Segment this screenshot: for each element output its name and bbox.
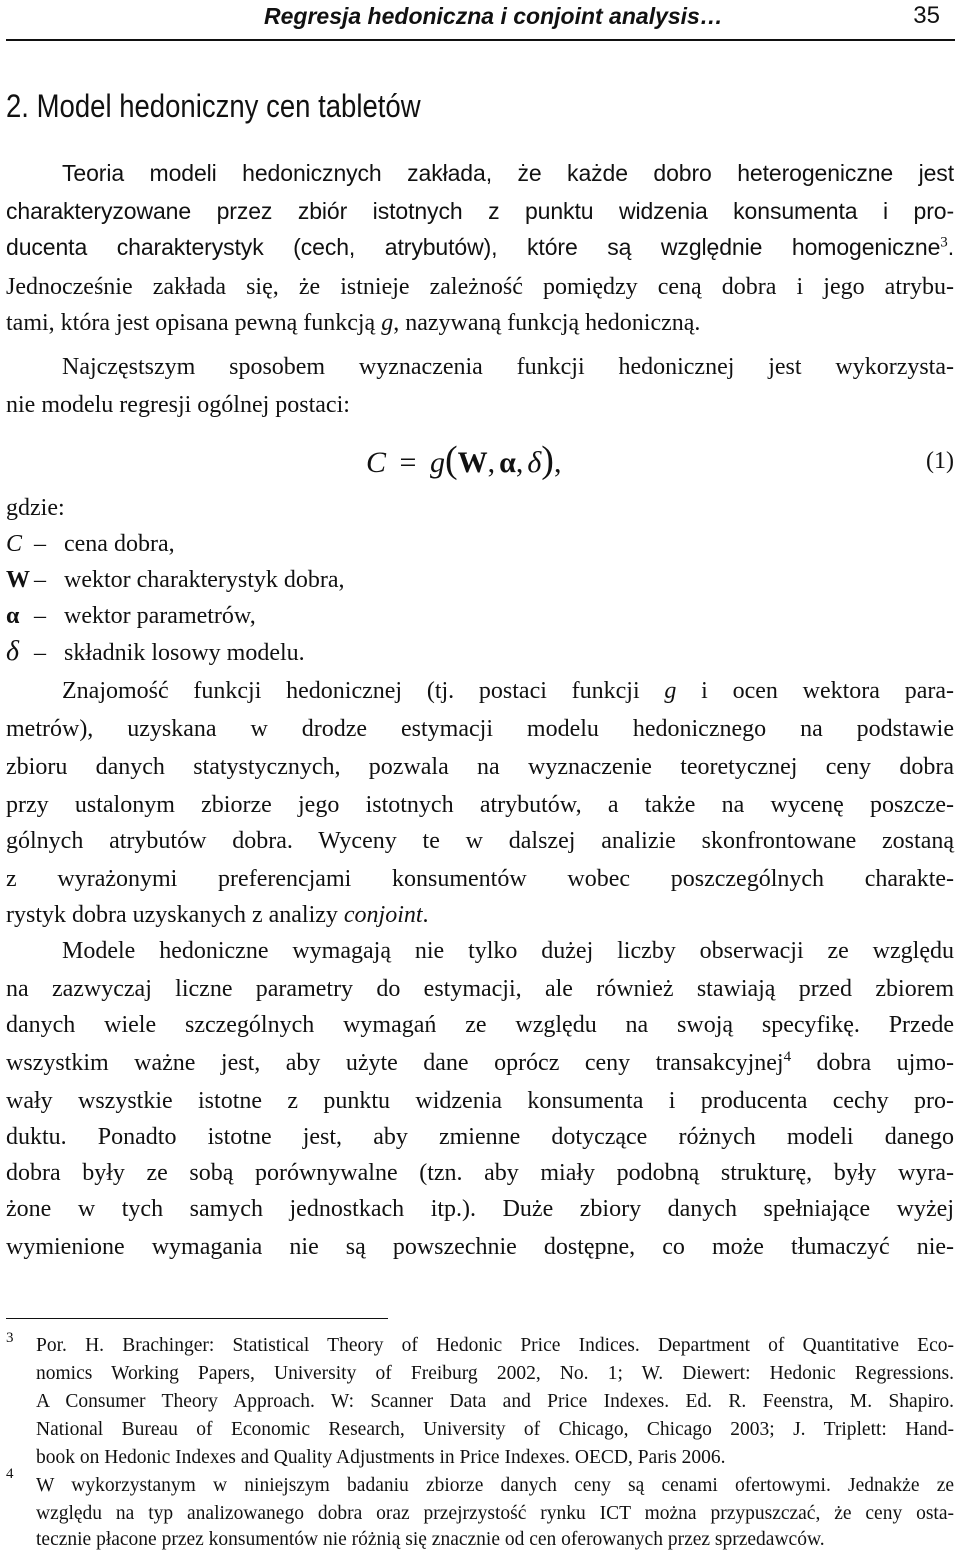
def-symbol-c: C — [6, 531, 23, 557]
def-symbol-w: W — [6, 567, 30, 593]
paragraph-4-line-4-b: dobra ujmo- — [791, 1050, 954, 1076]
function-g-symbol: g — [381, 310, 394, 336]
paragraph-1-line-2: charakteryzowane przez zbiór istotnych z punktu widzenia konsumenta i pro- — [6, 198, 954, 224]
paragraph-3-line-1-a: Znajomość funkcji hedonicznej (tj. postaci funkcji — [62, 678, 665, 704]
eq-open-paren: ( — [444, 439, 458, 481]
definition-item — [6, 600, 256, 632]
paragraph-1-line-3-tail: . — [947, 234, 954, 260]
def-dash: – — [34, 603, 46, 629]
paragraph-4-line-7: dobra były ze sobą porównywalne (tzn. aby miały podobną strukturę, były wyra- — [6, 1160, 954, 1186]
paragraph-1-line-4: Jednocześnie zakłada się, że istnieje zależność pomiędzy ceną dobra i jego atrybu- — [6, 274, 954, 300]
footnote-rule — [6, 1318, 388, 1319]
eq-arg-alpha: α — [499, 446, 516, 479]
definition-item — [6, 636, 305, 669]
running-header-title: Regresja hedoniczna i conjoint analysis… — [264, 3, 723, 29]
paragraph-3-line-3: zbioru danych statystycznych, pozwala na wyznaczenie teoretycznej ceny dobra — [6, 754, 954, 780]
eq-func: g — [429, 446, 445, 479]
def-dash: – — [34, 531, 46, 557]
paragraph-3-line-7-a: rystyk dobra uzyskanych z analizy — [6, 902, 344, 928]
paragraph-1-line-5-a: tami, która jest opisana pewną funkcją — [6, 310, 382, 336]
paragraph-3-line-5: gólnych atrybutów dobra. Wyceny te w dalszej analizie skonfrontowane zostaną — [6, 828, 954, 854]
def-text: wektor charakterystyk dobra, — [64, 567, 345, 593]
footnote-3-line-1: Por. H. Brachinger: Statistical Theory of Hedonic Price Indices. Department of Quantitative Eco- — [36, 1335, 954, 1356]
def-symbol-alpha: α — [6, 603, 20, 629]
eq-comma-1: , — [487, 446, 496, 479]
footnote-ref-4: 4 — [783, 1049, 792, 1065]
paragraph-4-line-3: danych wiele szczególnych wymagań ze względu na swoją specyfikę. Przede — [6, 1012, 954, 1038]
paragraph-1-line-3 — [6, 234, 954, 261]
paragraph-4-line-1: Modele hedoniczne wymagają nie tylko dużej liczby obserwacji ze względu — [62, 938, 954, 964]
footnote-ref-3: 3 — [940, 234, 948, 251]
paragraph-1-line-5 — [6, 306, 700, 341]
footnote-3-line-3: A Consumer Theory Approach. W: Scanner Data and Price Indexes. Ed. R. Feenstra, M. Shapiro. — [36, 1391, 954, 1412]
paragraph-3-line-1-b: i ocen wektora para- — [676, 678, 954, 704]
paragraph-2-line-1: Najczęstszym sposobem wyznaczenia funkcji hedonicznej jest wykorzysta- — [62, 354, 954, 380]
paragraph-4-line-5: wały wszystkie istotne z punktu widzenia konsumenta i producenta cechy pro- — [6, 1088, 954, 1114]
paragraph-1-line-5-b: , nazywaną funkcją hedoniczną. — [393, 310, 701, 336]
paragraph-3-line-2: metrów), uzyskana w drodze estymacji modelu hedonicznego na podstawie — [6, 716, 954, 742]
header-rule — [6, 39, 955, 41]
eq-trailing-comma: , — [553, 446, 562, 479]
eq-equals: = — [399, 446, 417, 479]
footnote-3-mark: 3 — [6, 1330, 14, 1346]
definition-item — [6, 528, 175, 560]
equation-number: (1) — [926, 448, 954, 474]
def-dash: – — [34, 640, 46, 666]
footnote-4-line-1: W wykorzystanym w niniejszym badaniu zbiorze danych ceny są cenami ofertowymi. Jednakże ze — [36, 1475, 954, 1496]
footnote-4-line-3: tecznie płacone przez konsumentów nie różnią się znacznie od cen oferowanych przez sprzedawców. — [36, 1529, 825, 1550]
footnote-3-line-4: National Bureau of Economic Research, University of Chicago, Chicago 2003; J. Triplett: Hand- — [36, 1419, 954, 1440]
paragraph-3-line-6: z wyrażonymi preferencjami konsumentów wobec poszczególnych charakte- — [6, 866, 954, 892]
eq-arg-w: W — [457, 446, 488, 479]
paragraph-1-line-1: Teoria modeli hedonicznych zakłada, że każde dobro heterogeniczne jest — [62, 160, 954, 186]
footnote-4-mark: 4 — [6, 1466, 14, 1482]
paragraph-4-line-4 — [6, 1046, 954, 1081]
paragraph-4-line-4-a: wszystkim ważne jest, aby użyte dane oprócz ceny transakcyjnej — [6, 1050, 784, 1076]
paragraph-3-line-7-b: . — [422, 902, 429, 928]
definition-item — [6, 564, 345, 596]
paragraph-4-line-2: na zazwyczaj liczne parametry do estymacji, ale również stawiają przed zbiorem — [6, 976, 954, 1002]
eq-comma-2: , — [515, 446, 524, 479]
paragraph-4-line-6: duktu. Ponadto istotne jest, aby zmienne dotyczące różnych modeli danego — [6, 1124, 954, 1150]
def-text: składnik losowy modelu. — [64, 640, 305, 666]
paragraph-2-line-2: nie modelu regresji ogólnej postaci: — [6, 392, 350, 418]
footnote-3-line-2: nomics Working Papers, University of Freiburg 2002, No. 1; W. Diewert: Hedonic Regressions. — [36, 1363, 954, 1384]
def-text: cena dobra, — [64, 531, 175, 557]
footnote-4-line-2: względu na typ analizowanego dobra oraz przejrzystość rynku ICT można przypuszczać, że ceny osta- — [36, 1503, 954, 1524]
def-text: wektor parametrów, — [64, 603, 256, 629]
eq-close-paren: ) — [541, 439, 554, 481]
section-heading: 2. Model hedoniczny cen tabletów — [6, 88, 421, 124]
eq-lhs: C — [366, 446, 387, 479]
conjoint-term: conjoint — [343, 902, 423, 928]
paragraph-4-line-9: wymienione wymagania nie są powszechnie dostępne, co może tłumaczyć nie- — [6, 1234, 954, 1260]
def-symbol-delta: δ — [6, 636, 20, 667]
page-number: 35 — [913, 2, 940, 29]
paragraph-3-line-1 — [62, 674, 954, 709]
footnote-3-line-5: book on Hedonic Indexes and Quality Adjustments in Price Indexes. OECD, Paris 2006. — [36, 1447, 726, 1468]
paragraph-4-line-8: żone w tych samych jednostkach itp.). Duże zbiory danych spełniające wyżej — [6, 1196, 954, 1222]
definitions-intro: gdzie: — [6, 495, 65, 521]
eq-arg-delta: δ — [527, 446, 542, 479]
paragraph-1-line-3-text: ducenta charakterystyk (cech, atrybutów), które są względnie homogeniczne — [6, 234, 941, 260]
paragraph-3-line-4: przy ustalonym zbiorze jego istotnych atrybutów, a także na wycenę poszcze- — [6, 792, 954, 818]
def-dash: – — [34, 567, 46, 593]
paragraph-3-line-7 — [6, 898, 429, 933]
equation-1 — [366, 440, 561, 483]
function-g-symbol: g — [664, 678, 677, 704]
